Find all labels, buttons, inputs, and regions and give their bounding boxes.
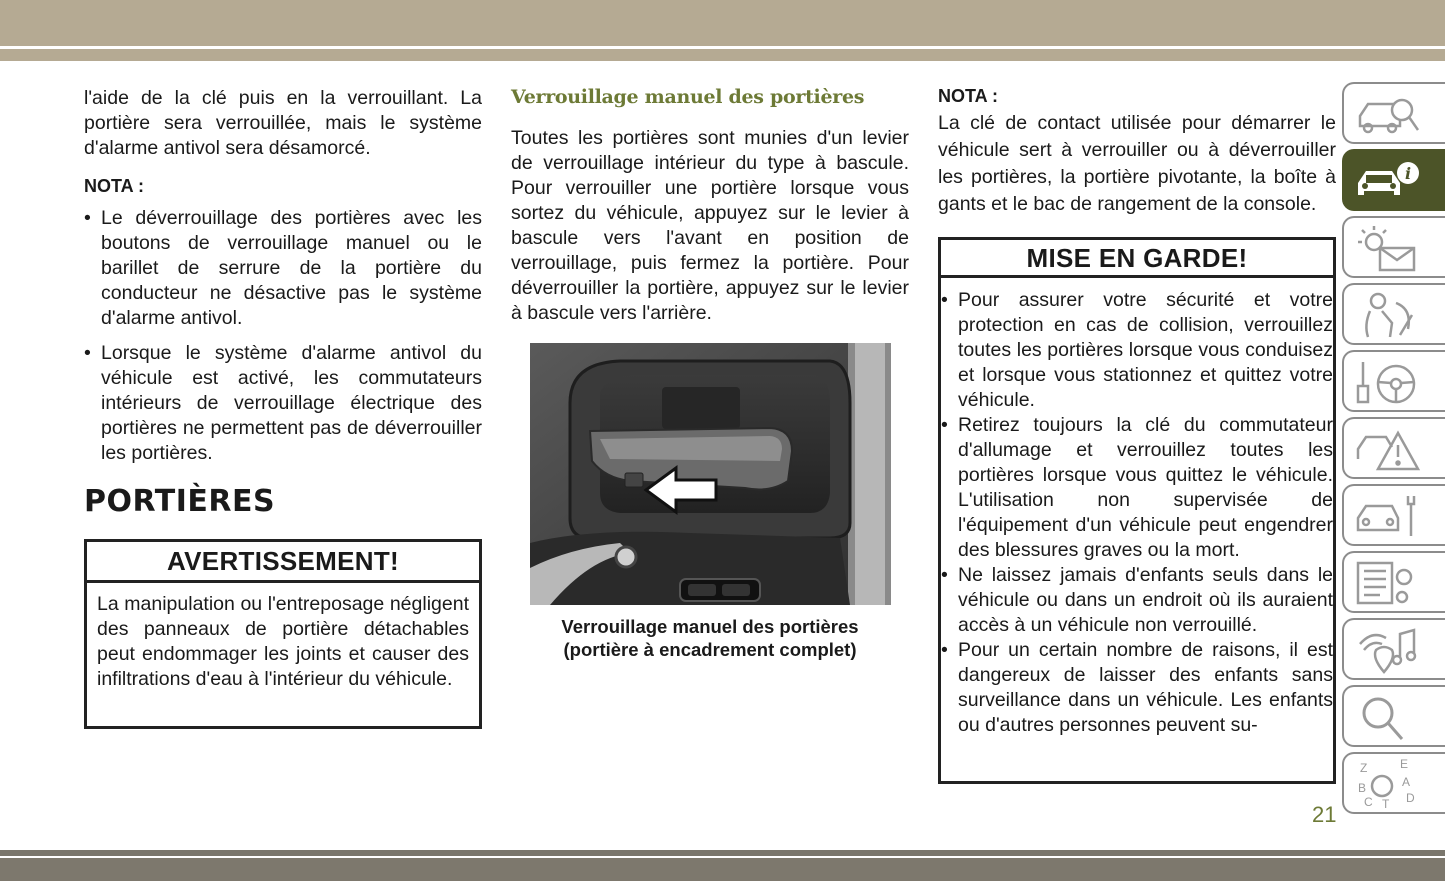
tab-person-airbag[interactable] — [1342, 283, 1445, 345]
caption-line-1: Verrouillage manuel des portières — [561, 616, 859, 637]
list-item: • Pour assurer votre sécurité et votre protection en cas de collision, verrouillez toutes les portières lorsque vous conduisez et lorsque vous stationnez et quittez votre véhicule. — [941, 288, 1333, 413]
intro-paragraph: l'aide de la clé puis en la verrouillant. La portière sera verrouillée, mais le système d'alarme antivol sera désamorcé. — [84, 87, 482, 159]
car-warning-triangle-icon — [1352, 423, 1422, 475]
car-search-icon — [1352, 88, 1422, 140]
column-right — [938, 86, 1336, 784]
list-item: • Pour un certain nombre de raisons, il est dangereux de laisser des enfants sans surveillance dans un véhicule. Les enfants ou d'autres personnes peuvent su- — [941, 638, 1333, 738]
page-number: 21 — [1312, 802, 1337, 827]
list-item: • Le déverrouillage des portières avec les boutons de verrouillage manuel ou le barillet de serrure de la portière du conducteur ne désactive pas le système d'alarme antivol. — [84, 206, 482, 331]
index-letter: B — [1358, 781, 1367, 795]
subsection-heading: Verrouillage manuel des portières — [511, 86, 865, 108]
caution-bullet-list — [941, 278, 1333, 738]
tab-sun-envelope[interactable] — [1342, 216, 1445, 278]
tab-car-search[interactable] — [1342, 82, 1445, 144]
sun-envelope-icon — [1352, 222, 1422, 274]
index-letter: A — [1402, 775, 1411, 789]
music-location-icon — [1352, 624, 1422, 676]
warning-box — [84, 539, 482, 729]
tab-car-info[interactable] — [1342, 149, 1445, 211]
top-band-strip — [0, 49, 1445, 61]
caution-box — [938, 237, 1336, 784]
index-letter: D — [1406, 791, 1415, 805]
tab-key-steering[interactable] — [1342, 350, 1445, 412]
car-wrench-icon — [1352, 490, 1422, 542]
warning-title: AVERTISSEMENT! — [87, 542, 479, 583]
list-item: • Lorsque le système d'alarme antivol du véhicule est activé, les commutateurs intérieurs de verrouillage électrique des portières ne permettent pas de déverrouiller les portières. — [84, 341, 482, 466]
nota-label: NOTA : — [938, 86, 998, 106]
index-letter: T — [1382, 797, 1390, 810]
manual-lock-paragraph: Toutes les portières sont munies d'un levier de verrouillage intérieur du type à bascule. Pour verrouiller une portière lorsque vous sortez du véhicule, appuyez sur le levier à bascule vers l'avant en position de verrouillage, puis fermez la portière. Pour déverrouiller la portière, appuyez sur le levier à bascule vers l'arrière. — [511, 127, 909, 324]
caution-title: MISE EN GARDE! — [941, 240, 1333, 278]
alphabet-index-icon — [1352, 758, 1422, 810]
car-info-icon — [1352, 155, 1422, 207]
tab-car-wrench[interactable] — [1342, 484, 1445, 546]
section-title: PORTIÈRES — [84, 484, 276, 519]
warning-text: La manipulation ou l'entreposage négligent des panneaux de portière détachables peut endommager les joints et causer des infiltrations d'eau à l'intérieur du véhicule. — [97, 593, 469, 690]
index-letter: E — [1400, 758, 1409, 771]
nota-bullet-list — [84, 206, 482, 466]
svg-text:i: i — [1404, 164, 1412, 183]
tab-music-location[interactable] — [1342, 618, 1445, 680]
bottom-divider — [0, 850, 1445, 856]
tab-magnifier[interactable] — [1342, 685, 1445, 747]
key-steering-wheel-icon — [1352, 356, 1422, 408]
tab-list-gear[interactable] — [1342, 551, 1445, 613]
figure-caption — [511, 615, 909, 661]
bottom-band — [0, 858, 1445, 881]
magnifier-icon — [1352, 691, 1422, 743]
column-middle — [511, 86, 909, 661]
column-left — [84, 86, 482, 729]
nota-label: NOTA : — [84, 176, 144, 196]
list-item: • Retirez toujours la clé du commutateur d'allumage et verrouillez toutes les portières lorsque vous quittez le véhicule. L'utilisation non supervisée de l'équipement d'un véhicule peut engendrer des blessures graves ou la mort. — [941, 413, 1333, 563]
list-item: • Ne laissez jamais d'enfants seuls dans le véhicule ou dans un endroit où ils auraient accès à un véhicule non verrouillé. — [941, 563, 1333, 638]
person-airbag-icon — [1352, 289, 1422, 341]
door-lock-photo — [530, 343, 891, 605]
index-letter: Z — [1360, 761, 1368, 775]
list-gear-icon — [1352, 557, 1422, 609]
tab-alphabet-index[interactable] — [1342, 752, 1445, 814]
index-letter: C — [1364, 795, 1373, 809]
caption-line-2: (portière à encadrement complet) — [563, 639, 857, 660]
top-band — [0, 0, 1445, 46]
nota-paragraph: La clé de contact utilisée pour démarrer le véhicule sert à verrouiller ou à déverrouiller les portières, la portière pivotante, la boîte à gants et le bac de rangement de la console. — [938, 112, 1336, 215]
tab-car-warning[interactable] — [1342, 417, 1445, 479]
